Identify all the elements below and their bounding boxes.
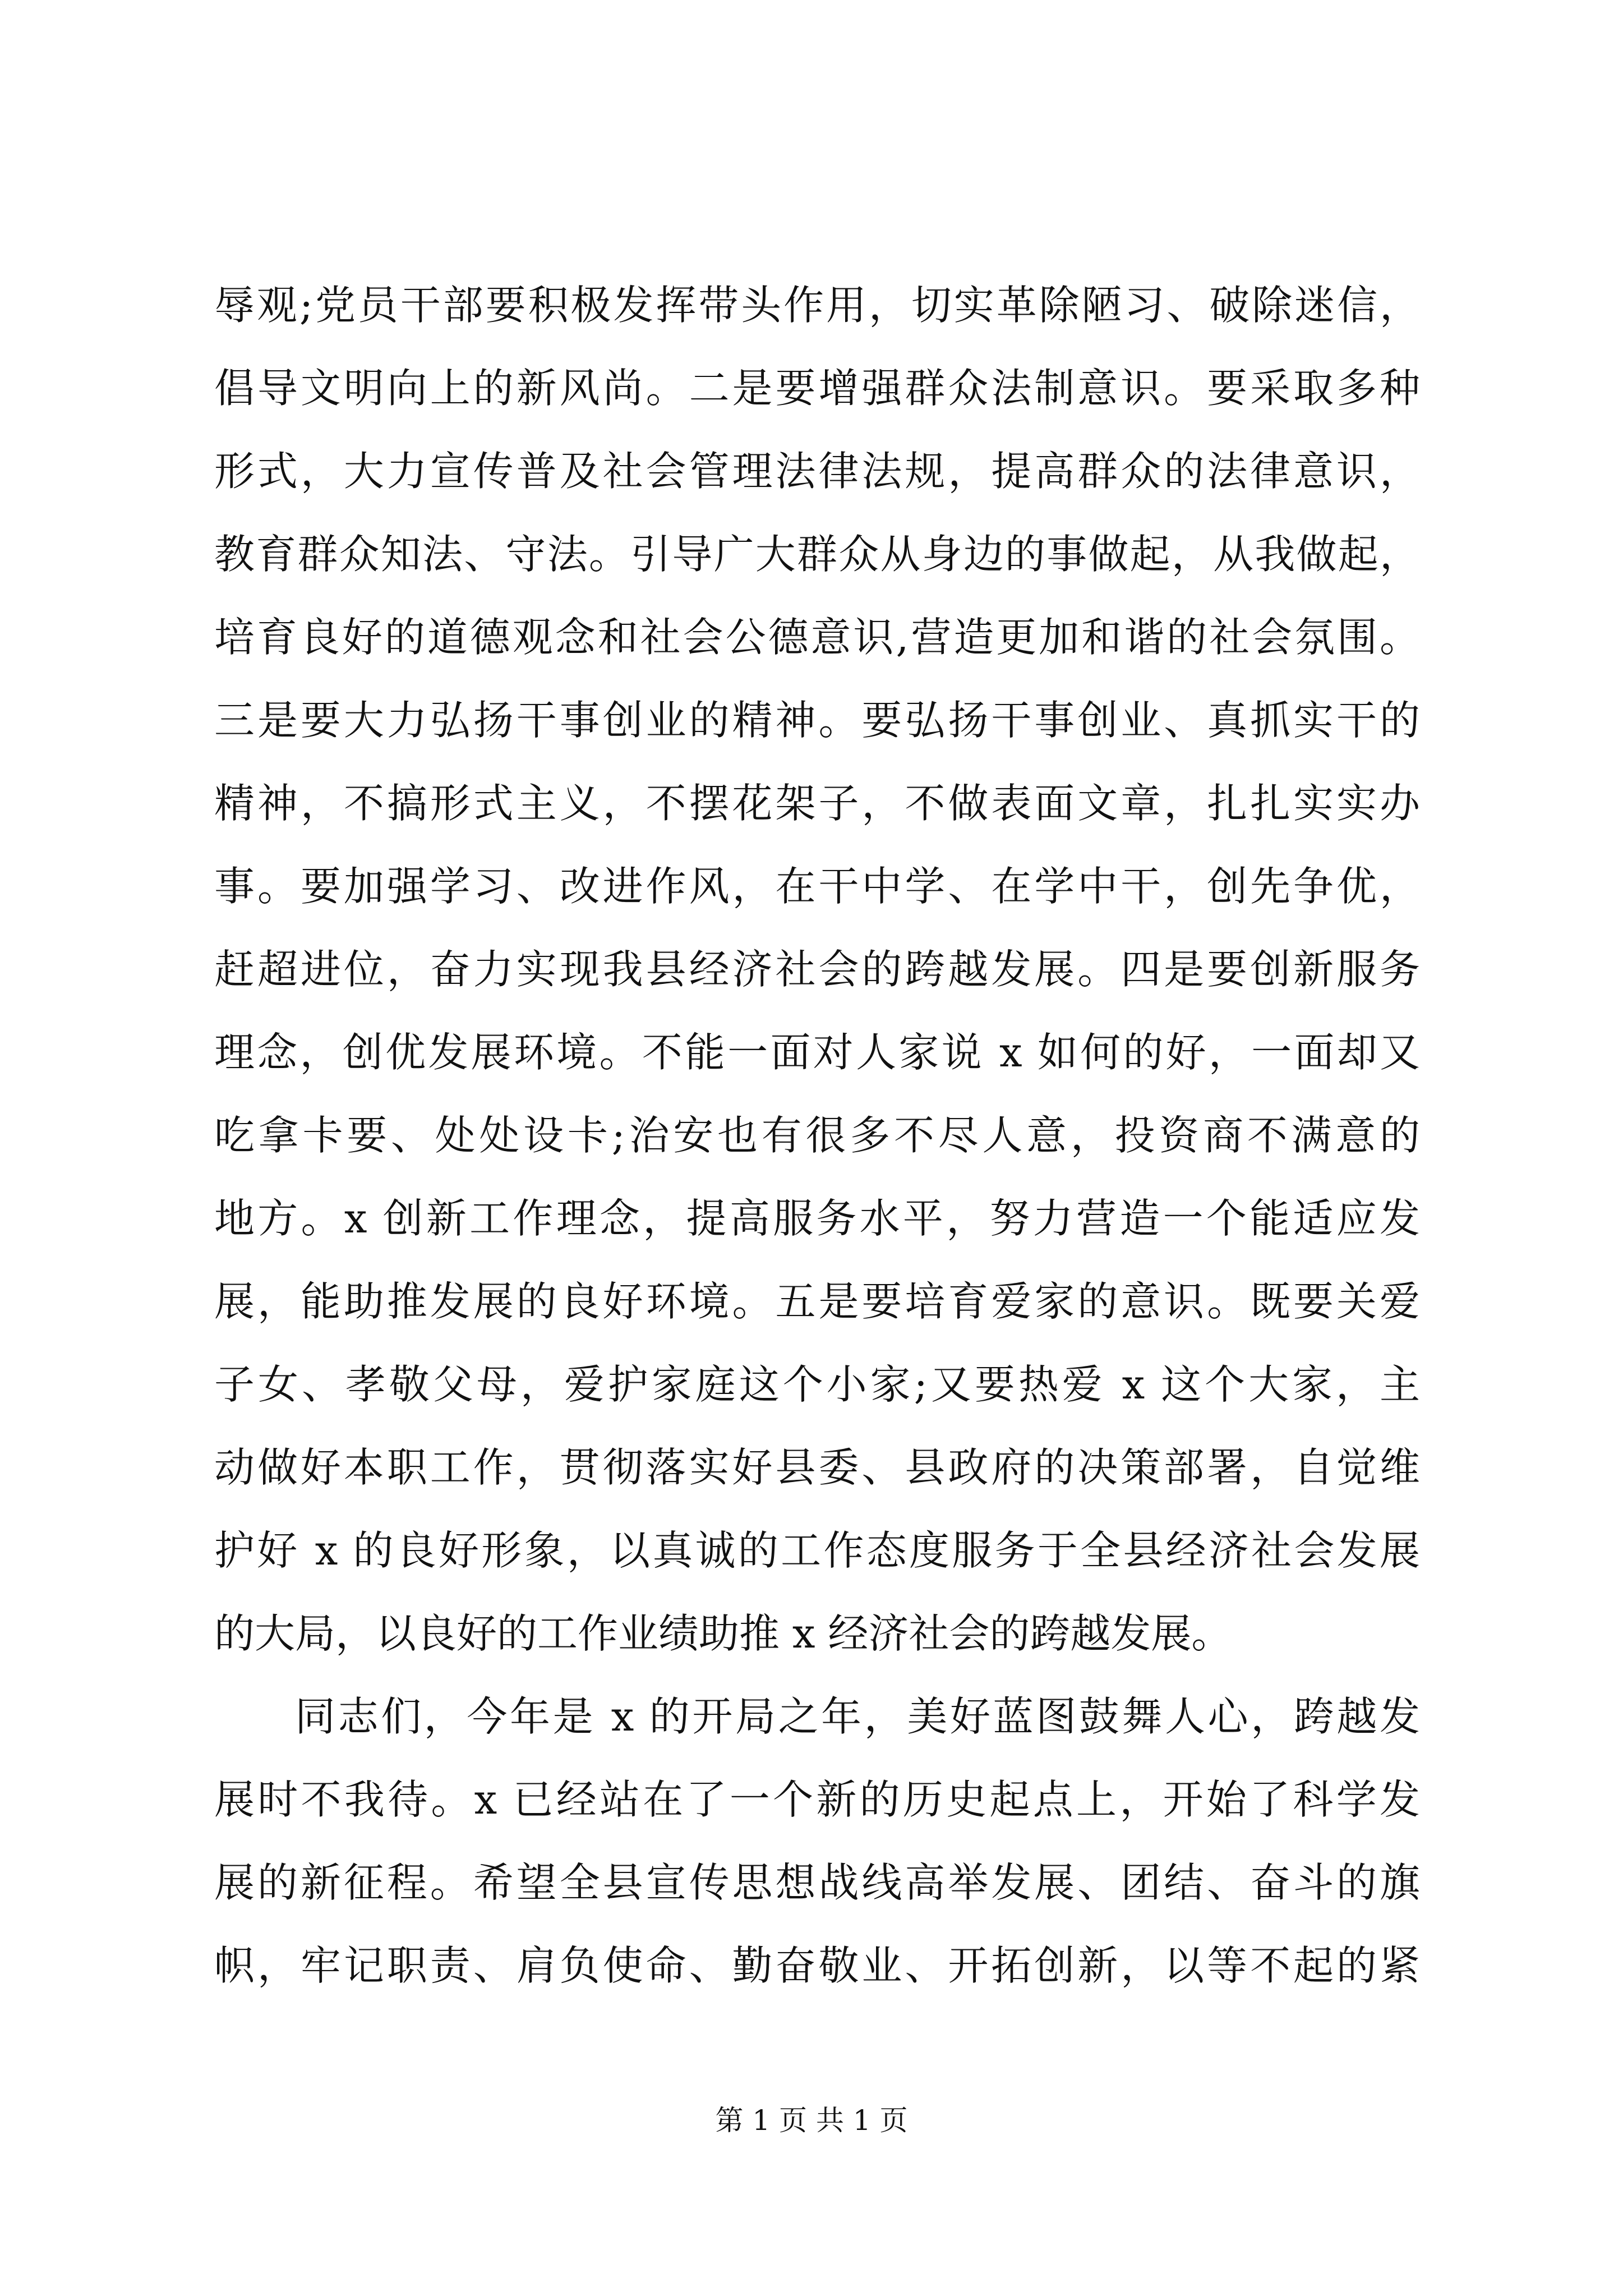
page-number-label: 第 1 页 共 1 页 — [715, 2104, 908, 2137]
paragraph-1 — [214, 264, 1420, 1675]
text-line: 子女、孝敬父母，爱护家庭这个小家;又要热爱 x 这个大家，主 — [214, 1361, 1420, 1408]
text-line: 辱观;党员干部要积极发挥带头作用，切实革除陋习、破除迷信， — [214, 282, 1420, 329]
text-line: 帜，牢记职责、肩负使命、勤奋敬业、开拓创新，以等不起的紧 — [214, 1942, 1420, 1989]
text-line: 地方。x 创新工作理念，提高服务水平，努力营造一个能适应发 — [214, 1195, 1420, 1242]
text-line: 赶超进位，奋力实现我县经济社会的跨越发展。四是要创新服务 — [214, 946, 1420, 993]
text-line: 展，能助推发展的良好环境。五是要培育爱家的意识。既要关爱 — [214, 1278, 1420, 1325]
paragraph-2 — [214, 1675, 1420, 2007]
text-line: 培育良好的道德观念和社会公德意识,营造更加和谐的社会氛围。 — [214, 614, 1420, 661]
text-line: 的大局，以良好的工作业绩助推 x 经济社会的跨越发展。 — [214, 1610, 1232, 1657]
text-line: 三是要大力弘扬干事创业的精神。要弘扬干事创业、真抓实干的 — [214, 697, 1420, 744]
text-line: 教育群众知法、守法。引导广大群众从身边的事做起，从我做起， — [214, 531, 1420, 578]
text-line: 护好 x 的良好形象，以真诚的工作态度服务于全县经济社会发展 — [214, 1527, 1420, 1574]
page-footer — [0, 2098, 1623, 2138]
text-line: 展时不我待。x 已经站在了一个新的历史起点上，开始了科学发 — [214, 1776, 1420, 1823]
text-line: 吃拿卡要、处处设卡;治安也有很多不尽人意，投资商不满意的 — [214, 1112, 1420, 1159]
text-line: 倡导文明向上的新风尚。二是要增强群众法制意识。要采取多种 — [214, 365, 1420, 412]
body-text — [214, 264, 1420, 2007]
text-line: 理念，创优发展环境。不能一面对人家说 x 如何的好，一面却又 — [214, 1029, 1420, 1076]
text-line: 动做好本职工作，贯彻落实好县委、县政府的决策部署，自觉维 — [214, 1444, 1420, 1491]
text-line: 事。要加强学习、改进作风，在干中学、在学中干，创先争优， — [214, 863, 1420, 910]
text-line: 精神，不搞形式主义，不摆花架子，不做表面文章，扎扎实实办 — [214, 780, 1420, 827]
text-line: 形式，大力宣传普及社会管理法律法规，提高群众的法律意识， — [214, 448, 1420, 495]
text-line: 同志们，今年是 x 的开局之年，美好蓝图鼓舞人心，跨越发 — [295, 1693, 1420, 1740]
text-line: 展的新征程。希望全县宣传思想战线高举发展、团结、奋斗的旗 — [214, 1859, 1420, 1906]
